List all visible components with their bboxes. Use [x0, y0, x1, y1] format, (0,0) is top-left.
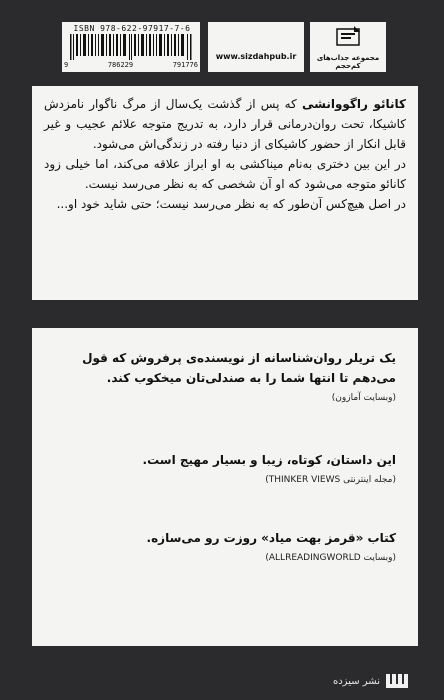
review-source: (وبسایت آمازون) — [331, 393, 396, 403]
review-source: (وبسایت ALLREADINGWORLD) — [265, 553, 396, 563]
barcode-digit-middle: 786229 — [107, 61, 134, 69]
series-box — [310, 22, 386, 72]
publisher-name: نشر سیزده — [332, 675, 380, 687]
barcode-digits — [64, 61, 198, 69]
review-item — [46, 348, 396, 406]
review-item — [46, 450, 396, 488]
series-label: مجموعه جذاب‌های کم‌حجم — [316, 54, 380, 70]
synopsis-panel — [32, 86, 418, 300]
protagonist-name: کانائو راگووانشی — [301, 97, 406, 111]
review-quote: یک تریلر روان‌شناسانه از نویسنده‌ی پرفروش که قول می‌دهم تا انتها شما را به صندلی‌تان میخکوب کند. — [82, 351, 396, 385]
barcode-digit-left: 9 — [64, 61, 69, 69]
website-url: www.sizdahpub.ir — [215, 52, 297, 61]
barcode-bars — [70, 34, 192, 60]
synopsis-paragraph-2: در این بین دختری به‌نام میناکشی به او ابراز علاقه می‌کند، اما خیلی زود کانائو متوجه می‌شود که او آن شخصی که به نظر می‌رسد نیست. — [44, 157, 406, 191]
isbn-barcode — [62, 22, 200, 72]
review-source: (مجله اینترنتی THINKER VIEWS) — [265, 475, 396, 485]
barcode-digit-right: 791776 — [172, 61, 198, 69]
book-series-icon — [334, 26, 362, 48]
reviews-panel — [32, 328, 418, 646]
synopsis-paragraph-1-rest: که پس از گذشت یک‌سال از مرگ ناگوار نامزدش کاشیکا، تحت روان‌درمانی قرار دارد، به تدریج متوجه علائم عجیب و غیر قابل انکار از حضور کاشیکای از دنیا رفته در زندگی‌اش می‌شود. — [44, 97, 406, 151]
isbn-number: ISBN 978-622-97917-7-6 — [73, 24, 191, 33]
website-box — [208, 22, 304, 72]
publisher-mark — [333, 674, 408, 688]
review-item — [46, 528, 396, 566]
synopsis-text — [44, 94, 406, 214]
review-quote: این داستان، کوتاه، زیبا و بسیار مهیج است. — [142, 453, 396, 467]
review-quote: کتاب «قرمز بهت میاد» روزت رو می‌سازه. — [146, 531, 396, 545]
synopsis-paragraph-3: در اصل هیچ‌کس آن‌طور که به نظر می‌رسد نیست؛ حتی شاید خود او... — [56, 197, 406, 211]
synopsis-paragraph-1 — [44, 94, 406, 154]
publisher-logo-icon — [386, 674, 408, 688]
